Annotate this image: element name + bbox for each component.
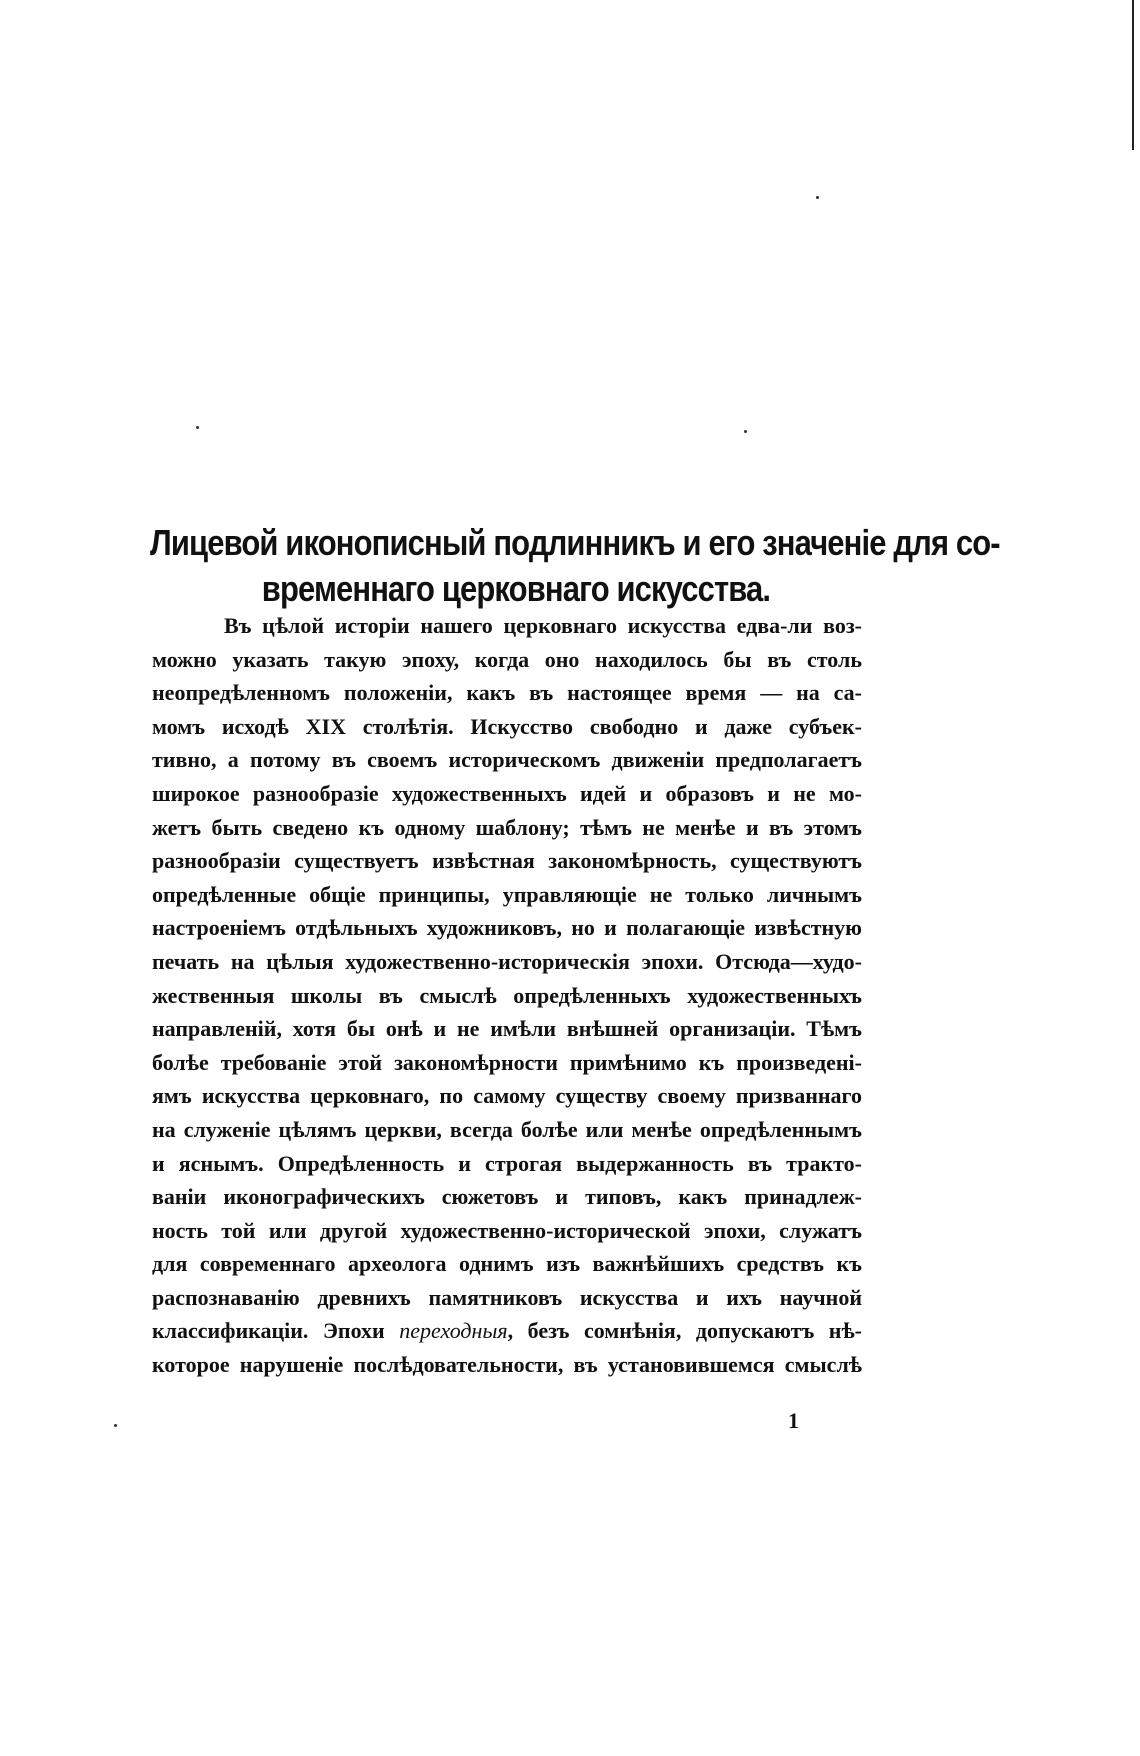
text-line: тивно, а потому въ своемъ историческомъ движеніи предполагаетъ xyxy=(152,747,862,773)
text-line: ваніи иконографическихъ сюжетовъ и типовъ, какъ принадлеж- xyxy=(152,1184,862,1210)
scan-edge-line xyxy=(1132,0,1134,150)
chapter-title-line-2: временнаго церковнаго искусства. xyxy=(261,568,771,610)
page-number: 1 xyxy=(788,1408,799,1433)
text-line: жественныя школы въ смыслѣ опредѣленныхъ художественныхъ xyxy=(152,982,862,1008)
text-line: жетъ быть сведено къ одному шаблону; тѣмъ не менѣе и въ этомъ xyxy=(152,814,862,840)
body-paragraph xyxy=(152,609,862,1382)
text-line: которое нарушеніе послѣдовательности, въ установившемся смыслѣ xyxy=(152,1352,862,1378)
text-segment: классификаціи. Эпохи xyxy=(152,1318,385,1344)
scan-speck xyxy=(744,430,747,433)
text-line-mixed xyxy=(152,1314,862,1348)
text-line: широкое разнообразіе художественныхъ идей и образовъ и не мо- xyxy=(152,780,862,806)
text-line: настроеніемъ отдѣльныхъ художниковъ, но и полагающіе извѣстную xyxy=(152,915,862,941)
text-line: Въ цѣлой исторіи нашего церковнаго искусства едва-ли воз- xyxy=(224,613,862,638)
text-line: момъ исходѣ XIX столѣтія. Искусство свободно и даже субъек- xyxy=(152,713,862,739)
text-line: болѣе требованіе этой закономѣрности примѣнимо къ произведені- xyxy=(152,1049,862,1075)
text-line: опредѣленные общіе принципы, управляющіе не только личнымъ xyxy=(152,881,862,907)
text-line: распознаванію древнихъ памятниковъ искусства и ихъ научной xyxy=(152,1284,862,1310)
text-line: на служеніе цѣлямъ церкви, всегда болѣе или менѣе опредѣленнымъ xyxy=(152,1116,862,1142)
text-line: для современнаго археолога однимъ изъ важнѣйшихъ средствъ къ xyxy=(152,1251,862,1277)
chapter-title xyxy=(150,520,1000,612)
chapter-title-line-1: Лицевой иконописный подлинникъ и его значеніе для со- xyxy=(150,522,1000,564)
scan-speck xyxy=(196,426,199,429)
scan-speck xyxy=(114,1424,117,1427)
text-line: ность той или другой художественно-исторической эпохи, служатъ xyxy=(152,1217,862,1243)
text-line: печать на цѣлыя художественно-историческія эпохи. Отсюда—худо- xyxy=(152,948,862,974)
text-segment: , безъ сомнѣнія, допускаютъ нѣ- xyxy=(507,1318,863,1344)
italic-word: переходныя xyxy=(399,1318,508,1344)
scan-speck xyxy=(816,196,819,199)
text-line: ямъ искусства церковнаго, по самому существу своему призваннаго xyxy=(152,1083,862,1109)
text-line: неопредѣленномъ положеніи, какъ въ настоящее время — на са- xyxy=(152,680,862,706)
text-line: можно указать такую эпоху, когда оно находилось бы въ столь xyxy=(152,646,862,672)
text-line: разнообразіи существуетъ извѣстная закономѣрность, существуютъ xyxy=(152,848,862,874)
text-line: и яснымъ. Опредѣленность и строгая выдержанность въ тракто- xyxy=(152,1150,862,1176)
text-line: направленій, хотя бы онѣ и не имѣли внѣшней организаціи. Тѣмъ xyxy=(152,1016,862,1042)
